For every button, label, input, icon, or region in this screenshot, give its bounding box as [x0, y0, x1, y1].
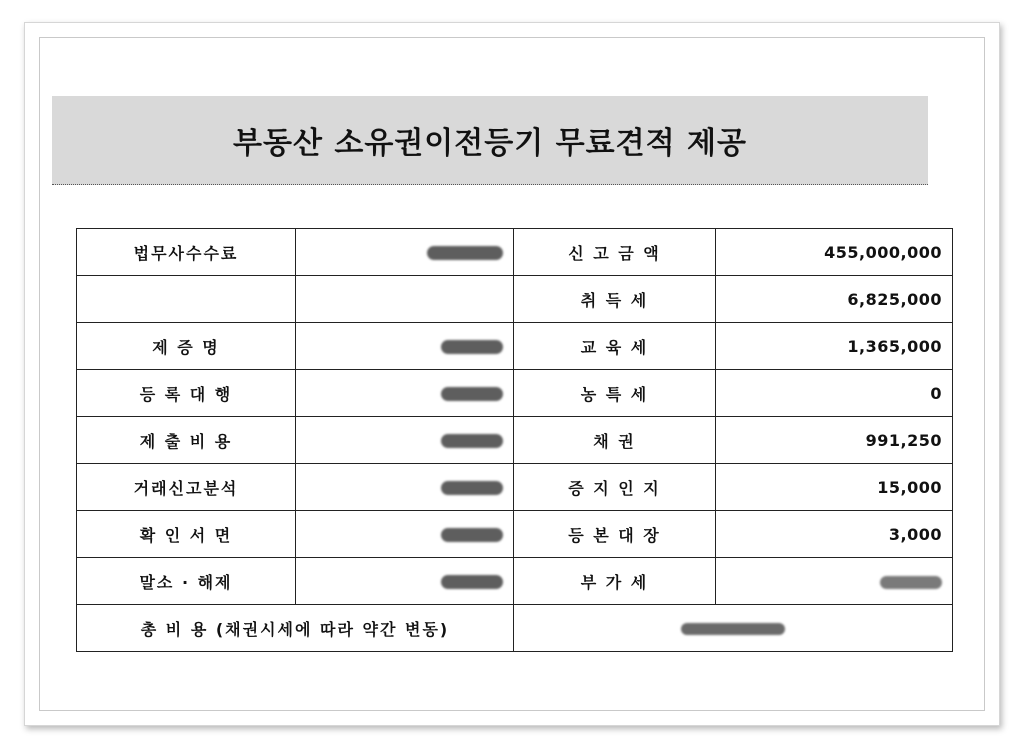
- table-row: [77, 276, 953, 323]
- table-row: [77, 558, 953, 605]
- empty-value-cell: [296, 276, 514, 323]
- tax-label-acquisition-tax: 취 득 세: [514, 276, 716, 323]
- table-row: [77, 370, 953, 417]
- tax-value-certified-copies: 3,000: [716, 511, 953, 558]
- table-row: [77, 323, 953, 370]
- fee-label-empty: [77, 276, 296, 323]
- redacted-value: [296, 558, 514, 605]
- redaction-mark: [441, 575, 503, 589]
- tax-value-education-tax: 1,365,000: [716, 323, 953, 370]
- redaction-mark: [441, 481, 503, 495]
- redacted-value: [296, 229, 514, 276]
- tax-label-certified-copies: 등 본 대 장: [514, 511, 716, 558]
- page-title: 부동산 소유권이전등기 무료견적 제공: [232, 126, 747, 161]
- table-row-total: [77, 605, 953, 652]
- redacted-value: [296, 464, 514, 511]
- table-row: [77, 464, 953, 511]
- tax-label-stamp: 증 지 인 지: [514, 464, 716, 511]
- redacted-value: [296, 370, 514, 417]
- tax-value-bond: 991,250: [716, 417, 953, 464]
- redaction-mark: [441, 528, 503, 542]
- total-cost-value-redacted: [514, 605, 953, 652]
- table-row: [77, 417, 953, 464]
- tax-value-reported-amount: 455,000,000: [716, 229, 953, 276]
- fee-label-registration-agency: 등 록 대 행: [77, 370, 296, 417]
- redaction-mark: [441, 434, 503, 448]
- tax-value-vat-redacted: [716, 558, 953, 605]
- tax-label-education-tax: 교 육 세: [514, 323, 716, 370]
- redacted-value: [296, 417, 514, 464]
- redaction-mark: [441, 387, 503, 401]
- fee-label-legal-fee: 법무사수수료: [77, 229, 296, 276]
- redacted-value: [296, 323, 514, 370]
- fee-label-certificates: 제 증 명: [77, 323, 296, 370]
- table-row: [77, 511, 953, 558]
- redaction-mark: [441, 340, 503, 354]
- total-cost-label: 총 비 용 (채권시세에 따라 약간 변동): [77, 605, 514, 652]
- fee-label-confirmation-document: 확 인 서 면: [77, 511, 296, 558]
- quote-table: [76, 228, 953, 652]
- table-row: [77, 229, 953, 276]
- tax-label-rural-special-tax: 농 특 세: [514, 370, 716, 417]
- tax-label-vat: 부 가 세: [514, 558, 716, 605]
- tax-value-rural-special-tax: 0: [716, 370, 953, 417]
- redaction-mark: [681, 623, 785, 635]
- redacted-value: [296, 511, 514, 558]
- tax-label-reported-amount: 신 고 금 액: [514, 229, 716, 276]
- tax-value-stamp: 15,000: [716, 464, 953, 511]
- fee-label-cancellation: 말소 · 해제: [77, 558, 296, 605]
- title-banner: [52, 96, 928, 185]
- redaction-mark: [427, 246, 503, 260]
- redaction-mark: [880, 576, 942, 589]
- fee-label-submission-cost: 제 출 비 용: [77, 417, 296, 464]
- tax-label-bond: 채 권: [514, 417, 716, 464]
- fee-label-transaction-report: 거래신고분석: [77, 464, 296, 511]
- tax-value-acquisition-tax: 6,825,000: [716, 276, 953, 323]
